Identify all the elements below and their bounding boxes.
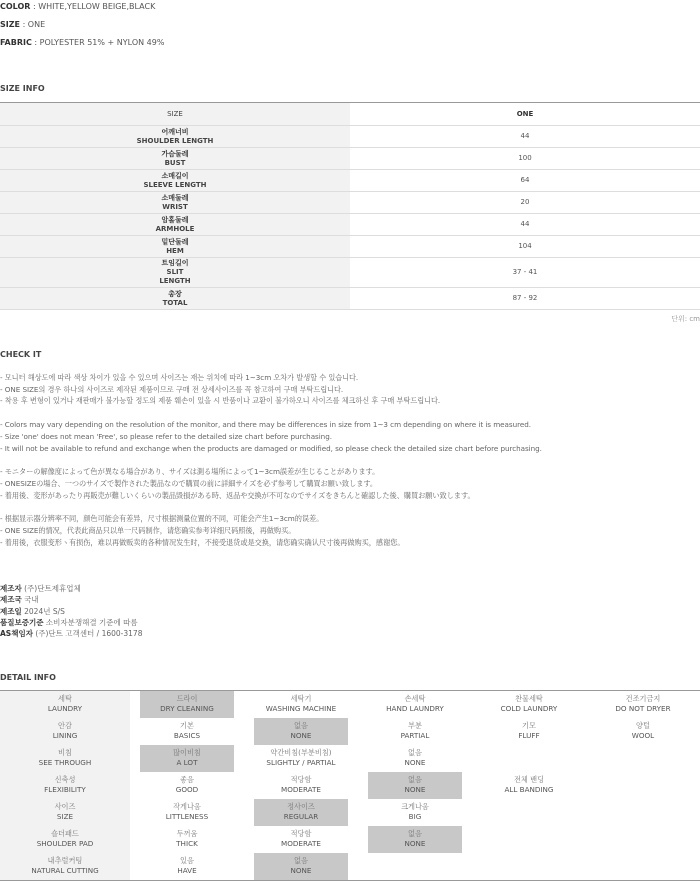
detail-ko: 세탁기 [290,694,312,703]
detail-text [244,721,358,740]
check-it-body [0,372,542,560]
check-line: - It will not be available to refund and exchange when the products are damaged or modified, so please check the detailed size chart before purchasing. [0,443,542,453]
detail-text [358,802,472,821]
detail-option [244,745,358,772]
size-row-label-ko: 어깨너비 [161,127,189,136]
size-row-label-ko: 암홀둘레 [161,215,189,224]
detail-text [130,694,244,713]
size-row [0,288,700,310]
size-row-value: 100 [350,148,700,170]
size-row [0,258,700,288]
detail-option-selected [130,691,244,718]
detail-ko: 기모 [522,721,536,730]
size-row-label-en: BUST [164,158,186,167]
manufacturer-value: 소비자분쟁해결 기준에 따름 [43,617,138,627]
detail-category [0,799,130,826]
detail-ko: 작게나옴 [173,802,201,811]
size-row-value: 44 [350,214,700,236]
color-line [0,2,155,12]
detail-row [0,772,700,799]
detail-en: SEE THROUGH [38,757,92,767]
size-row-label-en: TOTAL [162,298,188,307]
detail-text [0,694,130,713]
detail-option [358,853,472,880]
detail-en: LINING [52,730,78,740]
detail-option [358,745,472,772]
detail-ko: 부분 [408,721,422,730]
unit-note: 단위: cm [671,315,700,323]
manufacturer-line [0,628,142,639]
detail-row [0,826,700,853]
manufacturer-line [0,606,142,617]
manufacturer-value: (주)단트제휴업체 [21,584,81,593]
detail-option [130,718,244,745]
detail-option [472,718,586,745]
detail-ko: 사이즈 [54,802,76,811]
detail-en: NONE [290,730,312,740]
detail-text [0,829,130,848]
detail-en: PARTIAL [400,730,430,740]
detail-category [0,853,130,880]
size-row-label-ko: 소매둘레 [161,193,189,202]
detail-en: HAND LAUNDRY [386,703,444,713]
detail-category [0,745,130,772]
detail-ko: 없음 [294,721,308,730]
detail-text [0,775,130,794]
detail-text [244,829,358,848]
detail-ko: 적당함 [290,829,312,838]
detail-category [0,826,130,853]
detail-en: NONE [404,757,426,767]
detail-ko: 양털 [636,721,650,730]
detail-option [358,691,472,718]
size-row-label-ko: 소매길이 [161,171,189,180]
size-row-value: 20 [350,192,700,214]
detail-option [586,718,700,745]
detail-en: REGULAR [283,811,319,821]
detail-text [0,721,130,740]
detail-ko: 좋음 [180,775,194,784]
detail-option [130,799,244,826]
detail-ko: 있음 [180,856,194,865]
detail-en: NONE [404,838,426,848]
detail-row [0,718,700,745]
detail-text [0,748,130,767]
detail-text [0,802,130,821]
detail-ko: 약간비침(부분비침) [270,748,332,757]
detail-option-selected [244,799,358,826]
detail-ko: 두꺼움 [176,829,198,838]
detail-text [244,748,358,767]
size-row-value: 44 [350,126,700,148]
detail-en: COLD LAUNDRY [500,703,558,713]
detail-en: FLUFF [518,730,540,740]
detail-text [130,856,244,875]
detail-option [472,772,586,799]
detail-en: MODERATE [281,784,321,794]
manufacturer-label: AS책임자 [0,629,33,639]
detail-en: FLEXIBILITY [44,784,86,794]
size-row-label-en: SHOULDER LENGTH [136,136,214,145]
detail-option-selected [358,826,472,853]
size-row-label [0,170,350,192]
size-row-label [0,236,350,258]
detail-info-title: DETAIL INFO [0,673,56,682]
detail-ko: 많이비침 [173,748,201,757]
detail-row [0,799,700,826]
size-row-value: 87 - 92 [350,288,700,310]
detail-text [130,748,244,767]
detail-row [0,691,700,718]
size-row [0,126,700,148]
detail-ko: 없음 [408,775,422,784]
size-header-label: SIZE [0,103,350,126]
detail-row [0,745,700,772]
detail-ko: 없음 [408,829,422,838]
detail-text [0,856,130,875]
size-row-label [0,214,350,236]
detail-ko: 숄더패드 [51,829,79,838]
detail-text [358,829,472,848]
detail-ko: 적당함 [290,775,312,784]
detail-en: HAVE [177,865,197,875]
check-line: - 着用後，衣服变形ヽ有损伤，难以再做贩卖的各种情况发生时，不接受退货或是交换，请您确实确认尺寸後再做购买，感谢您。 [0,537,405,547]
detail-en: NONE [404,784,426,794]
detail-en: ALL BANDING [504,784,554,794]
size-row-label-en: SLIT [166,268,184,276]
size-row-label-ko: 총장 [168,289,182,298]
manufacturer-line [0,617,142,628]
detail-en: MODERATE [281,838,321,848]
detail-category [0,718,130,745]
detail-text [244,694,358,713]
manufacturer-value: 2024년 S/S [21,606,65,616]
detail-category [0,691,130,718]
detail-ko: 비침 [58,748,72,757]
detail-en: THICK [176,838,198,848]
size-row-value: 37 - 41 [350,258,700,288]
check-line: - 착용 후 변형이 있거나 재판매가 불가능할 정도의 제품 훼손이 있을 시 반품이나 교환이 불가하오니 사이즈를 체크하신 후 구매 부탁드립니다. [0,396,441,406]
size-row-label-en: WRIST [162,202,188,211]
size-row [0,236,700,258]
detail-text [130,802,244,821]
detail-ko: 없음 [294,856,308,865]
detail-en: NATURAL CUTTING [31,865,99,875]
detail-option [472,745,586,772]
detail-en: DRY CLEANING [160,703,214,713]
size-row-label-en: SLEEVE LENGTH [143,180,207,189]
detail-option [586,772,700,799]
detail-text [244,856,358,875]
manufacturer-label: 제조국 [0,595,22,605]
manufacturer-line [0,594,142,605]
manufacturer-value: 국내 [21,595,39,605]
detail-en: A LOT [176,757,198,767]
size-row [0,170,700,192]
detail-ko: 손세탁 [404,694,426,703]
detail-en: WOOL [631,730,655,740]
detail-ko: 전체 밴딩 [513,775,545,784]
fabric-value: : POLYESTER 51% + NYLON 49% [34,38,165,47]
detail-option [358,799,472,826]
manufacturer-line [0,583,142,594]
size-row [0,214,700,236]
detail-en: LITTLENESS [165,811,209,821]
size-row-value: 104 [350,236,700,258]
detail-en: NONE [290,865,312,875]
detail-ko: 내추럴커팅 [47,856,83,865]
detail-option [586,853,700,880]
detail-option [586,826,700,853]
manufacturer-label: 품질보증기준 [0,617,44,627]
detail-ko: 크게나옴 [401,802,429,811]
size-row-label-ko: 트임길이 [161,259,189,267]
detail-ko: 안감 [58,721,72,730]
detail-en: LAUNDRY [47,703,83,713]
detail-en: BASICS [173,730,201,740]
size-label: SIZE [0,20,21,29]
detail-option [244,691,358,718]
detail-ko: 없음 [408,748,422,757]
detail-text [130,775,244,794]
detail-option-selected [130,745,244,772]
detail-ko: 건조기금지 [625,694,661,703]
detail-en: GOOD [175,784,199,794]
check-line: - ONESIZEの場合、一つのサイズで製作された製品なので購買の前に詳細サイズを必ず参考して購買お願い致します。 [0,478,378,488]
detail-option-selected [358,772,472,799]
detail-text [130,829,244,848]
detail-ko: 찬물세탁 [515,694,543,703]
detail-text [130,721,244,740]
size-row-label [0,126,350,148]
check-line: - Size 'one' does not mean 'Free', so please refer to the detailed size chart before purchasing. [0,431,332,441]
detail-option [472,853,586,880]
check-group [0,513,542,548]
check-group [0,419,542,454]
detail-ko: 신축성 [54,775,76,784]
detail-table [0,690,700,881]
detail-en: SHOULDER PAD [36,838,94,848]
detail-category [0,772,130,799]
size-row [0,148,700,170]
detail-row [0,853,700,880]
size-table-header [0,103,700,126]
detail-text [358,694,472,713]
check-group [0,466,542,501]
detail-text [244,802,358,821]
detail-text [472,775,586,794]
size-line [0,20,45,30]
detail-en: WASHING MACHINE [265,703,337,713]
size-header-value: ONE [350,103,700,126]
size-row-label [0,148,350,170]
color-value: : WHITE,YELLOW BEIGE,BLACK [33,2,156,11]
check-line: - ONE SIZE的情况，代表此商品只以单一尺码制作，请您确实参考详细尺码照後，再做购买。 [0,526,296,536]
check-line: - 根据显示器分辨率不同，颜色可能会有差异，尺寸根据测量位置的不同，可能会产生1~3cm的误差。 [0,514,324,524]
detail-option [586,691,700,718]
detail-en: DO NOT DRYER [615,703,671,713]
size-row-label-en: LENGTH [159,277,191,285]
detail-option [472,826,586,853]
check-it-title: CHECK IT [0,350,42,359]
fabric-label: FABRIC [0,38,32,47]
detail-option-selected [244,853,358,880]
size-row-label [0,192,350,214]
detail-option [586,745,700,772]
check-line: - 모니터 해상도에 따라 색상 차이가 있을 수 있으며 사이즈는 재는 위치에 따라 1~3cm 오차가 발생할 수 있습니다. [0,373,359,382]
manufacturer-label: 제조자 [0,584,22,593]
detail-ko: 세탁 [58,694,72,703]
detail-option-selected [244,718,358,745]
size-row [0,192,700,214]
size-info-title: SIZE INFO [0,84,45,93]
detail-option [244,772,358,799]
detail-text [358,748,472,767]
check-line: - モニターの解像度によって色が異なる場合があり、サイズは測る場所によって1~3cm誤差が生じることがあります。 [0,467,380,477]
detail-text [358,775,472,794]
size-row-label [0,258,350,288]
detail-en: BIG [408,811,422,821]
size-row-value: 64 [350,170,700,192]
check-line: - Colors may vary depending on the resolution of the monitor, and there may be differences in size from 1~3 cm depending on where it is measured. [0,420,531,430]
manufacturer-info [0,583,142,639]
detail-text [358,721,472,740]
fabric-line [0,38,164,48]
detail-ko: 정사이즈 [287,802,315,811]
detail-option [244,826,358,853]
size-row-label-ko: 밑단둘레 [161,237,189,246]
check-line: - ONE SIZE의 경우 하나의 사이즈로 제작된 제품이므로 구매 전 상세사이즈를 꼭 참고하여 구매 부탁드립니다. [0,384,344,394]
detail-option [358,718,472,745]
detail-text [472,721,586,740]
size-row-label [0,288,350,310]
detail-en: SLIGHTLY / PARTIAL [266,757,336,767]
detail-ko: 기본 [180,721,194,730]
size-row-label-en: ARMHOLE [155,224,195,233]
detail-option [130,853,244,880]
manufacturer-label: 제조일 [0,606,22,616]
detail-option [130,826,244,853]
detail-text [244,775,358,794]
size-row-label-ko: 가슴둘레 [161,149,189,158]
detail-text [472,694,586,713]
color-label: COLOR [0,2,31,11]
size-row-label-en: HEM [166,246,184,255]
detail-option [472,799,586,826]
check-group [0,372,542,407]
detail-option [130,772,244,799]
detail-option [472,691,586,718]
detail-ko: 드라이 [176,694,198,703]
detail-text [586,694,700,713]
detail-text [586,721,700,740]
manufacturer-value: (주)단트 고객센터 / 1600-3178 [32,629,143,639]
size-value: : ONE [22,20,46,29]
check-line: - 着用後、変形があったり再販売が難しいくらいの製品毀損がある時、返品や交換が不可なのでサイズをきちんと確認した後、購買お願い致します。 [0,490,475,500]
detail-option [586,799,700,826]
size-table [0,102,700,310]
detail-en: SIZE [56,811,74,821]
